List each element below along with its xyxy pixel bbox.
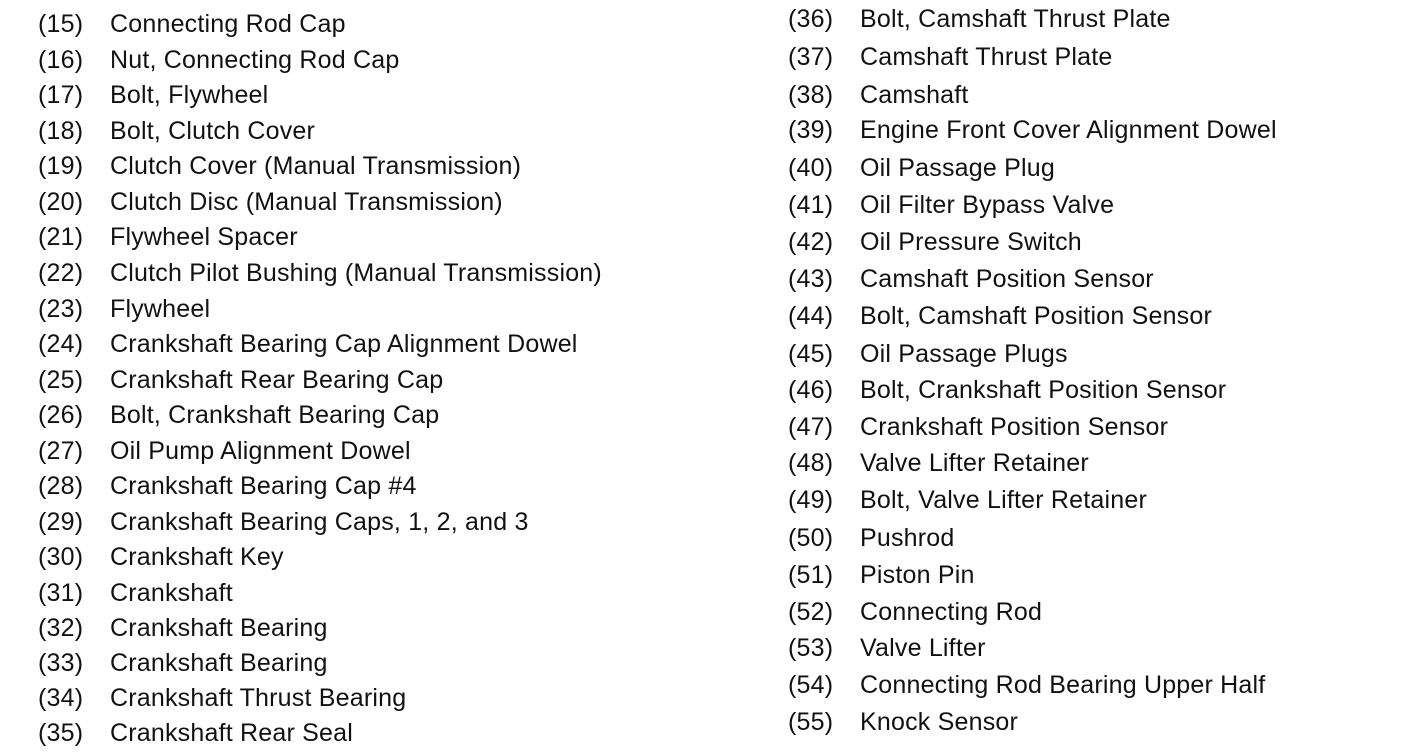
legend-item: [38, 577, 233, 609]
item-number: (42): [788, 228, 834, 256]
legend-item: [38, 186, 503, 218]
legend-item: [788, 484, 1147, 516]
item-number: (45): [788, 340, 834, 368]
item-label: Oil Pressure Switch: [860, 228, 1082, 256]
item-number: (32): [38, 614, 84, 642]
item-number: (29): [38, 508, 84, 536]
legend-item: [788, 669, 1265, 701]
item-number: (38): [788, 81, 834, 109]
item-label: Camshaft: [860, 81, 969, 109]
item-number: (46): [788, 376, 834, 404]
item-number: (24): [38, 330, 84, 358]
legend-item: [788, 189, 1114, 221]
item-number: (25): [38, 366, 84, 394]
item-label: Bolt, Crankshaft Position Sensor: [860, 376, 1227, 404]
item-number: (17): [38, 81, 84, 109]
item-label: Nut, Connecting Rod Cap: [110, 46, 400, 74]
legend-item: [38, 328, 578, 360]
item-label: Crankshaft Bearing Cap Alignment Dowel: [110, 330, 578, 358]
legend-item: [38, 221, 298, 253]
item-number: (19): [38, 152, 84, 180]
item-number: (34): [38, 684, 84, 712]
item-label: Crankshaft Bearing Cap #4: [110, 472, 417, 500]
item-number: (16): [38, 46, 84, 74]
legend-item: [38, 115, 315, 147]
item-label: Pushrod: [860, 524, 955, 552]
item-label: Camshaft Position Sensor: [860, 265, 1154, 293]
item-number: (26): [38, 401, 84, 429]
item-label: Bolt, Clutch Cover: [110, 117, 316, 145]
item-number: (51): [788, 561, 834, 589]
item-number: (27): [38, 437, 84, 465]
item-number: (35): [38, 719, 84, 747]
item-label: Oil Passage Plugs: [860, 340, 1068, 368]
item-label: Crankshaft: [110, 579, 233, 607]
item-number: (39): [788, 116, 834, 144]
legend-item: [788, 300, 1212, 332]
item-label: Piston Pin: [860, 561, 975, 589]
legend-item: [38, 44, 400, 76]
item-label: Oil Pump Alignment Dowel: [110, 437, 411, 465]
item-label: Crankshaft Rear Seal: [110, 719, 354, 747]
item-label: Bolt, Camshaft Position Sensor: [860, 302, 1212, 330]
item-number: (20): [38, 188, 84, 216]
item-number: (22): [38, 259, 84, 287]
item-label: Crankshaft Bearing: [110, 614, 328, 642]
legend-item: [38, 8, 346, 40]
legend-item: [788, 114, 1277, 146]
item-number: (43): [788, 265, 834, 293]
legend-item: [788, 263, 1154, 295]
item-label: Crankshaft Bearing: [110, 649, 328, 677]
legend-item: [788, 374, 1226, 406]
item-number: (21): [38, 223, 84, 251]
item-number: (28): [38, 472, 84, 500]
legend-item: [38, 541, 284, 573]
item-label: Oil Passage Plug: [860, 154, 1055, 182]
legend-item: [788, 152, 1055, 184]
item-number: (49): [788, 486, 834, 514]
item-number: (23): [38, 295, 84, 323]
legend-item: [38, 682, 406, 714]
item-label: Camshaft Thrust Plate: [860, 43, 1113, 71]
item-label: Crankshaft Thrust Bearing: [110, 684, 407, 712]
item-label: Crankshaft Position Sensor: [860, 413, 1169, 441]
legend-item: [788, 596, 1042, 628]
legend-item: [788, 79, 969, 111]
item-number: (53): [788, 634, 834, 662]
item-label: Connecting Rod Cap: [110, 10, 346, 38]
legend-item: [38, 150, 521, 182]
legend-item: [38, 506, 529, 538]
item-label: Bolt, Flywheel: [110, 81, 269, 109]
item-number: (44): [788, 302, 834, 330]
legend-item: [788, 632, 986, 664]
legend-item: [788, 447, 1089, 479]
item-number: (37): [788, 43, 834, 71]
item-label: Valve Lifter Retainer: [860, 449, 1089, 477]
legend-item: [38, 79, 268, 111]
item-number: (31): [38, 579, 84, 607]
legend-item: [788, 522, 955, 554]
item-label: Valve Lifter: [860, 634, 986, 662]
item-number: (30): [38, 543, 84, 571]
item-label: Clutch Disc (Manual Transmission): [110, 188, 503, 216]
legend-item: [38, 435, 411, 467]
item-label: Engine Front Cover Alignment Dowel: [860, 116, 1277, 144]
item-number: (36): [788, 5, 834, 33]
item-label: Oil Filter Bypass Valve: [860, 191, 1115, 219]
item-number: (52): [788, 598, 834, 626]
legend-item: [38, 293, 210, 325]
item-label: Crankshaft Key: [110, 543, 284, 571]
item-number: (33): [38, 649, 84, 677]
legend-item: [38, 647, 328, 679]
item-number: (40): [788, 154, 834, 182]
item-number: (41): [788, 191, 834, 219]
item-number: (48): [788, 449, 834, 477]
legend-item: [38, 399, 439, 431]
item-label: Flywheel: [110, 295, 211, 323]
legend-item: [38, 612, 328, 644]
item-label: Knock Sensor: [860, 708, 1019, 736]
item-label: Clutch Cover (Manual Transmission): [110, 152, 522, 180]
item-number: (55): [788, 708, 834, 736]
item-label: Bolt, Crankshaft Bearing Cap: [110, 401, 440, 429]
legend-item: [788, 411, 1168, 443]
legend-item: [788, 559, 975, 591]
item-number: (18): [38, 117, 84, 145]
item-label: Connecting Rod: [860, 598, 1043, 626]
legend-item: [38, 717, 353, 749]
item-number: (15): [38, 10, 84, 38]
legend-item: [38, 470, 417, 502]
item-label: Connecting Rod Bearing Upper Half: [860, 671, 1266, 699]
legend-item: [788, 3, 1171, 35]
item-number: (50): [788, 524, 834, 552]
item-number: (47): [788, 413, 834, 441]
legend-item: [788, 226, 1082, 258]
item-label: Flywheel Spacer: [110, 223, 298, 251]
item-label: Bolt, Valve Lifter Retainer: [860, 486, 1148, 514]
item-label: Clutch Pilot Bushing (Manual Transmission): [110, 259, 602, 287]
legend-item: [788, 338, 1068, 370]
item-label: Crankshaft Rear Bearing Cap: [110, 366, 444, 394]
item-label: Bolt, Camshaft Thrust Plate: [860, 5, 1171, 33]
legend-item: [788, 706, 1018, 738]
legend-item: [788, 41, 1112, 73]
legend-item: [38, 364, 443, 396]
item-number: (54): [788, 671, 834, 699]
item-label: Crankshaft Bearing Caps, 1, 2, and 3: [110, 508, 529, 536]
legend-item: [38, 257, 602, 289]
